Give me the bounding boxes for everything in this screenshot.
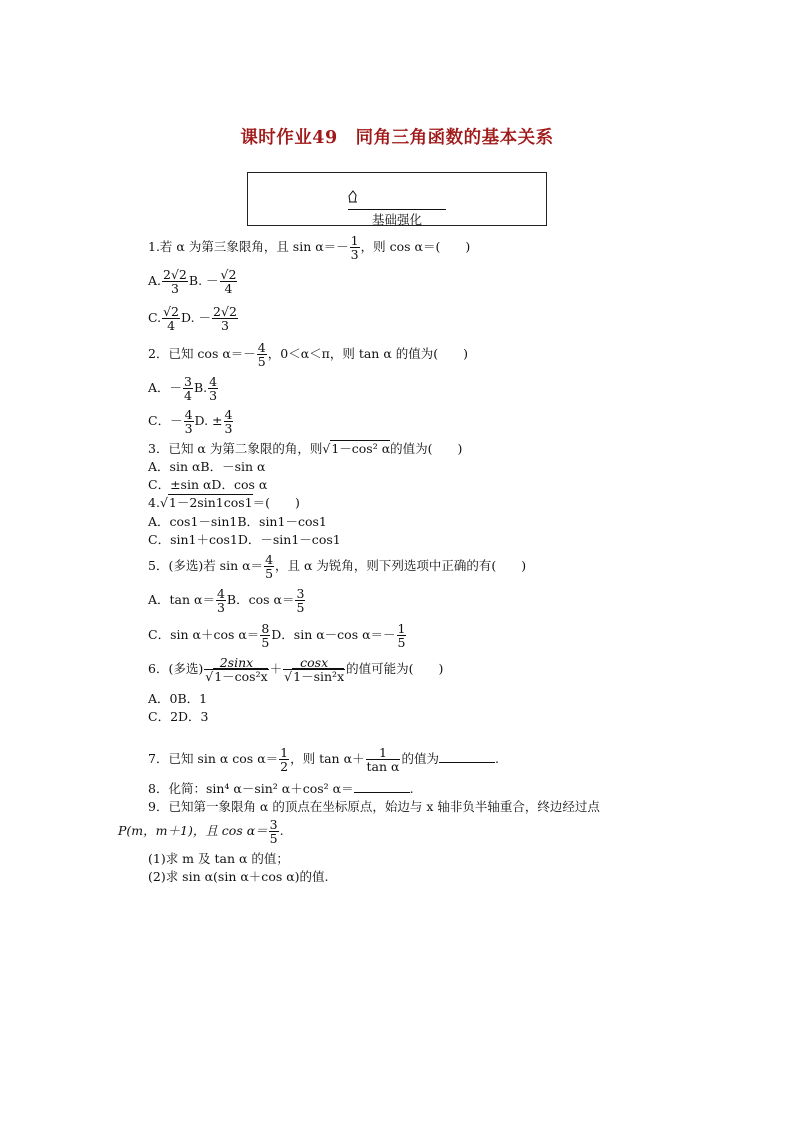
q2-stem: 2．已知 cos α＝－ $\frac{4}{5}$ ，0＜α＜π，则 tan α 的值为( ) xyxy=(148,340,469,369)
q4-options-ab: A．cos1－sin1B．sin1－cos1 xyxy=(148,514,327,529)
q1-options-ab: A. $\frac{2√2}{3}$ B. － $\frac{√2}{4}$ xyxy=(148,267,237,296)
q4-stem: 4.√1－2sin1cos1＝( ) xyxy=(148,495,300,510)
section-box xyxy=(247,172,547,226)
q3-stem: 3．已知 α 为第二象限的角，则√1－cos² α的值为( ) xyxy=(148,441,463,456)
q3-options-cd: C．±sin αD．cos α xyxy=(148,477,268,492)
q9-line2: P(m，m＋1)，且 cos α＝ $\frac{3}{5}$ . xyxy=(118,817,284,846)
q9-line1: 9．已知第一象限角 α 的顶点在坐标原点，始边与 x 轴非负半轴重合，终边经过点 xyxy=(148,799,600,814)
q5-stem: 5．(多选)若 sin α＝ $\frac{4}{5}$ ，且 α 为锐角，则下列选项中正确的有( ) xyxy=(148,552,527,581)
q9-part2: (2)求 sin α(sin α＋cos α)的值. xyxy=(148,869,329,884)
q5-options-ab: A．tan α＝ $\frac{4}{3}$ B．cos α＝ $\frac{3}{5}$ xyxy=(148,586,305,615)
q6-stem: 6．(多选) $\frac{2\sin x}{\text{√1－cos²x}}$ ＋ $\frac{\cos x}{\text{√1－sin²x}}$ 的值可能为( ) xyxy=(148,655,444,684)
q3-options-ab: A．sin αB．－sin α xyxy=(148,459,266,474)
q6-options-cd: C．2D．3 xyxy=(148,709,209,724)
fraction: $\frac{1}{3}$ xyxy=(350,233,359,262)
q1-stem: 1.若 α 为第三象限角，且 sin α＝－ $\frac{1}{3}$ ，则 cos α＝( ) xyxy=(148,233,471,262)
q5-options-cd: C．sin α＋cos α＝ $\frac{8}{5}$ D．sin α－cos α＝－ $\frac{1}{5}$ xyxy=(148,621,406,650)
q7-stem: 7．已知 sin α cos α＝ $\frac{1}{2}$ ，则 tan α＋ $\frac{1}{\text{tan α}}$ 的值为 . xyxy=(148,745,499,774)
section-label: 基础强化 xyxy=(371,212,422,227)
page-title: 课时作业49 同角三角函数的基本关系 xyxy=(240,128,554,148)
answer-blank xyxy=(354,781,410,793)
q2-options-cd: C．－ $\frac{4}{3}$ D. ± $\frac{4}{3}$ xyxy=(148,407,233,436)
q9-part1: (1)求 m 及 tan α 的值； xyxy=(148,851,289,866)
pencil-icon xyxy=(346,190,360,204)
q6-options-ab: A．0B．1 xyxy=(148,691,208,706)
answer-blank xyxy=(439,751,495,763)
q8-stem: 8．化简：sin⁴ α－sin² α＋cos² α＝ . xyxy=(148,781,414,796)
q2-options-ab: A．－ $\frac{3}{4}$ B. $\frac{4}{3}$ xyxy=(148,374,218,403)
q1-options-cd: C. $\frac{√2}{4}$ D. － $\frac{2√2}{3}$ xyxy=(148,304,237,333)
q4-options-cd: C．sin1＋cos1D．－sin1－cos1 xyxy=(148,532,341,547)
